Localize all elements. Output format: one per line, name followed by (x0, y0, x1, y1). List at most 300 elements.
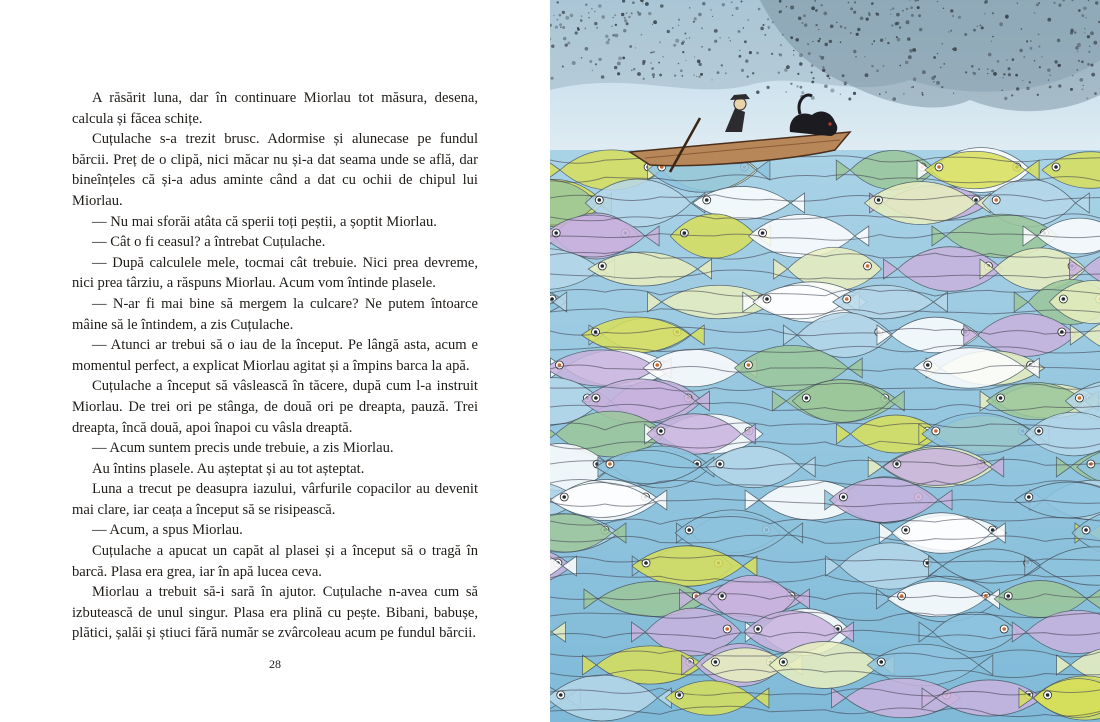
speckle (585, 4, 587, 6)
speckle (1058, 84, 1061, 87)
speckle (892, 7, 894, 9)
speckle (815, 24, 817, 26)
speckle (1070, 31, 1073, 34)
speckle (1084, 32, 1085, 33)
illustration (550, 0, 1100, 722)
speckle (629, 45, 632, 48)
speckle (1093, 41, 1097, 45)
speckle (909, 49, 913, 53)
speckle (653, 76, 655, 78)
speckle (1081, 14, 1084, 17)
speckle (875, 13, 877, 15)
speckle (941, 86, 943, 88)
speckle (594, 11, 596, 13)
speckle (840, 94, 841, 95)
speckle (667, 30, 670, 33)
story-text (72, 88, 478, 644)
speckle (991, 41, 992, 42)
speckle (700, 73, 703, 76)
speckle (614, 14, 616, 16)
speckle (1030, 47, 1033, 50)
speckle (913, 49, 916, 52)
speckle (1026, 40, 1028, 42)
speckle (784, 68, 787, 71)
speckle (919, 28, 922, 31)
speckle (1078, 60, 1080, 62)
speckle (1083, 85, 1084, 86)
speckle (658, 62, 660, 64)
speckle (708, 48, 711, 51)
speckle (728, 37, 730, 39)
speckle (684, 33, 686, 35)
speckle (958, 16, 961, 19)
speckle (1034, 60, 1036, 62)
speckle (685, 60, 686, 61)
speckle (999, 22, 1003, 26)
speckle (973, 29, 976, 32)
speckle (739, 50, 740, 51)
speckle (943, 63, 945, 65)
speckle (638, 12, 642, 16)
paragraph: Miorlau a trebuit să-i sară în ajutor. Cuțulache n-avea cum să izbutească de unul singur. Plasa era plină cu pește. Bibani, babușe, plătici, șalăi și știuci fără număr se zvârcoleau acum pe fundul bărcii. (72, 584, 478, 642)
speckle (972, 72, 974, 74)
speckle (811, 6, 815, 10)
speckle (1091, 64, 1094, 67)
speckle (562, 26, 565, 29)
speckle (589, 60, 592, 63)
speckle (855, 56, 857, 58)
speckle (1091, 73, 1095, 77)
speckle (829, 78, 831, 80)
speckle (648, 12, 651, 15)
speckle (698, 13, 702, 17)
speckle (1039, 66, 1041, 68)
speckle (785, 91, 787, 93)
speckle (836, 22, 837, 23)
speckle (650, 62, 651, 63)
speckle (804, 23, 807, 26)
speckle (622, 57, 625, 60)
speckle (1054, 60, 1057, 63)
speckle (694, 17, 697, 20)
speckle (764, 34, 766, 36)
speckle (786, 65, 790, 69)
speckle (1089, 46, 1090, 47)
speckle (1038, 2, 1040, 4)
speckle (696, 76, 697, 77)
speckle (591, 8, 593, 10)
speckle (840, 41, 842, 43)
speckle (1049, 86, 1052, 89)
speckle (758, 8, 761, 11)
speckle (933, 56, 936, 59)
speckle (790, 36, 793, 39)
speckle (844, 27, 846, 29)
speckle (912, 86, 914, 88)
speckle (768, 26, 771, 29)
speckle (906, 8, 908, 10)
speckle (632, 1, 635, 4)
speckle (848, 2, 850, 4)
speckle (820, 56, 824, 60)
speckle (652, 73, 655, 76)
speckle (853, 92, 856, 95)
speckle (1047, 69, 1050, 72)
speckle (1079, 78, 1083, 82)
speckle (631, 70, 633, 72)
speckle (702, 2, 705, 5)
speckle (1090, 31, 1094, 35)
speckle (896, 22, 899, 25)
speckle (601, 75, 605, 79)
speckle (653, 20, 657, 24)
speckle (674, 75, 676, 77)
speckle (772, 21, 774, 23)
speckle (897, 38, 901, 42)
speckle (1029, 81, 1031, 83)
speckle (689, 7, 690, 8)
speckle (760, 27, 764, 31)
speckle (701, 27, 703, 29)
speckle (1075, 46, 1078, 49)
speckle (1058, 64, 1061, 67)
paragraph: Cuțulache a apucat un capăt al plasei și a început să o tragă în barcă. Plasa era grea, iar în apă lucea ceva. (72, 543, 478, 580)
speckle (712, 16, 713, 17)
speckle (880, 39, 883, 42)
speckle (933, 81, 935, 83)
speckle (594, 22, 597, 25)
speckle (588, 17, 590, 19)
speckle (865, 73, 869, 77)
speckle (922, 94, 924, 96)
speckle (779, 11, 781, 13)
speckle (807, 43, 809, 45)
speckle (617, 72, 620, 75)
speckle (767, 18, 769, 20)
speckle (824, 84, 828, 88)
speckle (885, 92, 887, 94)
paragraph: — Cât o fi ceasul? a întrebat Cuțulache. (92, 234, 326, 251)
speckle (635, 47, 636, 48)
speckle (694, 56, 695, 57)
speckle (678, 63, 680, 65)
speckle (1008, 73, 1011, 76)
speckle (1059, 4, 1062, 7)
speckle (1016, 87, 1019, 90)
speckle (931, 76, 935, 80)
paragraph: — Acum, a spus Miorlau. (92, 522, 243, 539)
speckle (598, 4, 602, 8)
speckle (1057, 39, 1061, 43)
speckle (1094, 92, 1097, 95)
speckle (1037, 94, 1039, 96)
speckle (624, 19, 627, 22)
speckle (673, 44, 676, 47)
speckle (1087, 35, 1090, 38)
speckle (1088, 51, 1090, 53)
speckle (1077, 51, 1078, 52)
speckle (1087, 63, 1090, 66)
speckle (818, 29, 819, 30)
speckle (1082, 88, 1084, 90)
speckle (693, 21, 695, 23)
speckle (913, 78, 916, 81)
paragraph: — După calculele mele, tocmai cât trebuie. Nici prea devreme, nici prea târziu, a răspuns Miorlau. Acum vom întinde plasele. (72, 254, 478, 292)
speckle (722, 3, 725, 6)
speckle (557, 1, 559, 3)
speckle (778, 53, 780, 55)
speckle (741, 1, 743, 3)
speckle (997, 60, 1000, 63)
speckle (992, 36, 994, 38)
speckle (799, 53, 803, 57)
speckle (615, 24, 617, 26)
speckle (853, 11, 856, 14)
speckle (686, 38, 687, 39)
paragraph: Luna a trecut pe deasupra iazului, vârfurile copacilor au devenit mai clare, iar ceața a început să se risipească. (72, 481, 478, 518)
speckle (1019, 49, 1022, 52)
speckle (890, 14, 891, 15)
speckle (739, 55, 742, 58)
speckle (580, 19, 583, 22)
speckle (829, 40, 832, 43)
speckle (937, 53, 938, 54)
speckle (1072, 75, 1073, 76)
speckle (844, 83, 846, 85)
speckle (560, 26, 562, 28)
speckle (917, 6, 920, 9)
speckle (559, 14, 562, 17)
speckle (866, 18, 869, 21)
speckle (811, 64, 814, 67)
speckle (868, 12, 870, 14)
speckle (953, 47, 957, 51)
speckle (681, 75, 683, 77)
speckle (752, 72, 754, 74)
speckle (950, 30, 952, 32)
speckle (1070, 88, 1073, 91)
speckle (631, 12, 633, 14)
speckle (730, 40, 731, 41)
speckle (581, 15, 583, 17)
speckle (581, 57, 583, 59)
speckle (562, 11, 565, 14)
speckle (1015, 74, 1018, 77)
speckle (693, 74, 695, 76)
speckle (911, 14, 914, 17)
speckle (1047, 18, 1051, 22)
speckle (907, 37, 910, 40)
speckle (965, 71, 967, 73)
speckle (887, 42, 889, 44)
speckle (848, 98, 851, 101)
speckle (811, 81, 814, 84)
speckle (918, 14, 921, 17)
speckle (903, 93, 904, 94)
speckle (830, 25, 834, 29)
speckle (662, 56, 664, 58)
speckle (645, 2, 649, 6)
speckle (988, 53, 992, 57)
speckle (747, 19, 749, 21)
speckle (626, 12, 628, 14)
speckle (1005, 15, 1009, 19)
speckle (641, 34, 643, 36)
speckle (611, 26, 612, 27)
speckle (771, 53, 773, 55)
speckle (714, 29, 718, 33)
speckle (891, 24, 893, 26)
speckle (801, 91, 804, 94)
speckle (623, 29, 626, 32)
speckle (1017, 3, 1018, 4)
speckle (721, 64, 723, 66)
speckle (952, 15, 954, 17)
speckle (612, 17, 614, 19)
speckle (921, 92, 923, 94)
speckle (1049, 75, 1051, 77)
speckle (814, 0, 816, 2)
speckle (711, 79, 712, 80)
paragraph: — Acum suntem precis unde trebuie, a zis Miorlau. (92, 440, 394, 457)
speckle (1030, 40, 1032, 42)
speckle (899, 65, 901, 67)
paragraph: — Atunci ar trebui să o iau de la început. Pe lângă asta, acum e momentul perfect, a explicat Miorlau agitat și a împins barca la apă. (72, 337, 478, 374)
speckle (1026, 87, 1029, 90)
speckle (749, 51, 752, 54)
speckle (617, 62, 621, 66)
speckle (879, 93, 881, 95)
speckle (782, 34, 784, 36)
speckle (1053, 2, 1055, 4)
speckle (798, 17, 802, 21)
speckle (618, 57, 622, 61)
speckle (572, 61, 576, 65)
speckle (689, 37, 690, 38)
speckle (842, 74, 845, 77)
speckle (778, 72, 780, 74)
speckle (681, 42, 684, 45)
speckle (822, 69, 825, 72)
speckle (803, 14, 806, 17)
speckle (1086, 97, 1088, 99)
speckle (743, 27, 744, 28)
speckle (821, 4, 823, 6)
speckle (1012, 58, 1015, 61)
speckle (799, 62, 802, 65)
speckle (719, 37, 721, 39)
speckle (659, 41, 661, 43)
speckle (660, 4, 664, 8)
speckle (680, 69, 683, 72)
speckle (763, 24, 765, 26)
speckle (964, 33, 967, 36)
speckle (984, 13, 986, 15)
speckle (577, 27, 579, 29)
speckle (1006, 60, 1007, 61)
speckle (614, 66, 617, 69)
speckle (1004, 97, 1007, 100)
speckle (802, 22, 804, 24)
speckle (796, 85, 798, 87)
speckle (1041, 56, 1042, 57)
speckle (797, 73, 799, 75)
speckle (565, 16, 569, 20)
speckle (800, 86, 803, 89)
speckle (948, 31, 949, 32)
speckle (551, 77, 554, 80)
speckle (906, 20, 910, 24)
speckle (823, 12, 827, 16)
speckle (745, 59, 748, 62)
speckle (596, 27, 598, 29)
speckle (1038, 34, 1040, 36)
speckle (626, 22, 629, 25)
paragraph: A răsărit luna, dar în continuare Miorlau tot măsura, desena, calcula și făcea schițe. (72, 90, 478, 127)
speckle (818, 40, 821, 43)
speckle (642, 60, 645, 63)
speckle (943, 8, 944, 9)
speckle (637, 72, 641, 76)
speckle (830, 89, 834, 93)
speckle (608, 39, 610, 41)
speckle (672, 27, 674, 29)
speckle (565, 44, 568, 47)
speckle (595, 63, 597, 65)
speckle (1003, 73, 1006, 76)
speckle (678, 19, 680, 21)
speckle (896, 36, 898, 38)
speckle (793, 54, 794, 55)
speckle (857, 28, 860, 31)
speckle (819, 38, 821, 40)
speckle (1034, 12, 1036, 14)
speckle (697, 60, 701, 64)
speckle (908, 55, 912, 59)
speckle (873, 40, 875, 42)
speckle (815, 9, 818, 12)
speckle (987, 69, 988, 70)
speckle (652, 24, 653, 25)
paragraph: — Nu mai sforăi atâta că sperii toți peștii, a șoptit Miorlau. (92, 213, 437, 230)
speckle (909, 0, 910, 1)
speckle (606, 41, 610, 45)
speckle (747, 76, 749, 78)
speckle (592, 70, 593, 71)
speckle (977, 26, 978, 27)
speckle (824, 43, 828, 47)
speckle (840, 25, 843, 28)
speckle (876, 69, 879, 72)
speckle (937, 1, 939, 3)
speckle (827, 75, 829, 77)
speckle (551, 45, 554, 48)
paragraph: Au întins plasele. Au așteptat și au tot așteptat. (92, 460, 365, 477)
paragraph: Cuțulache s-a trezit brusc. Adormise și alunecase pe fundul bărcii. Preț de o clipă, nici măcar nu și-a dat seama unde se află, dar bineînțeles că și-a adus aminte când a dat cu ochii de chipul lui Miorlau. (72, 131, 478, 209)
speckle (1084, 28, 1086, 30)
speckle (659, 74, 662, 77)
speckle (940, 67, 941, 68)
speckle (562, 66, 564, 68)
speckle (714, 40, 717, 43)
speckle (993, 72, 997, 76)
speckle (628, 16, 631, 19)
speckle (557, 19, 559, 21)
speckle (790, 83, 792, 85)
speckle (585, 47, 589, 51)
speckle (567, 42, 570, 45)
speckle (812, 77, 814, 79)
